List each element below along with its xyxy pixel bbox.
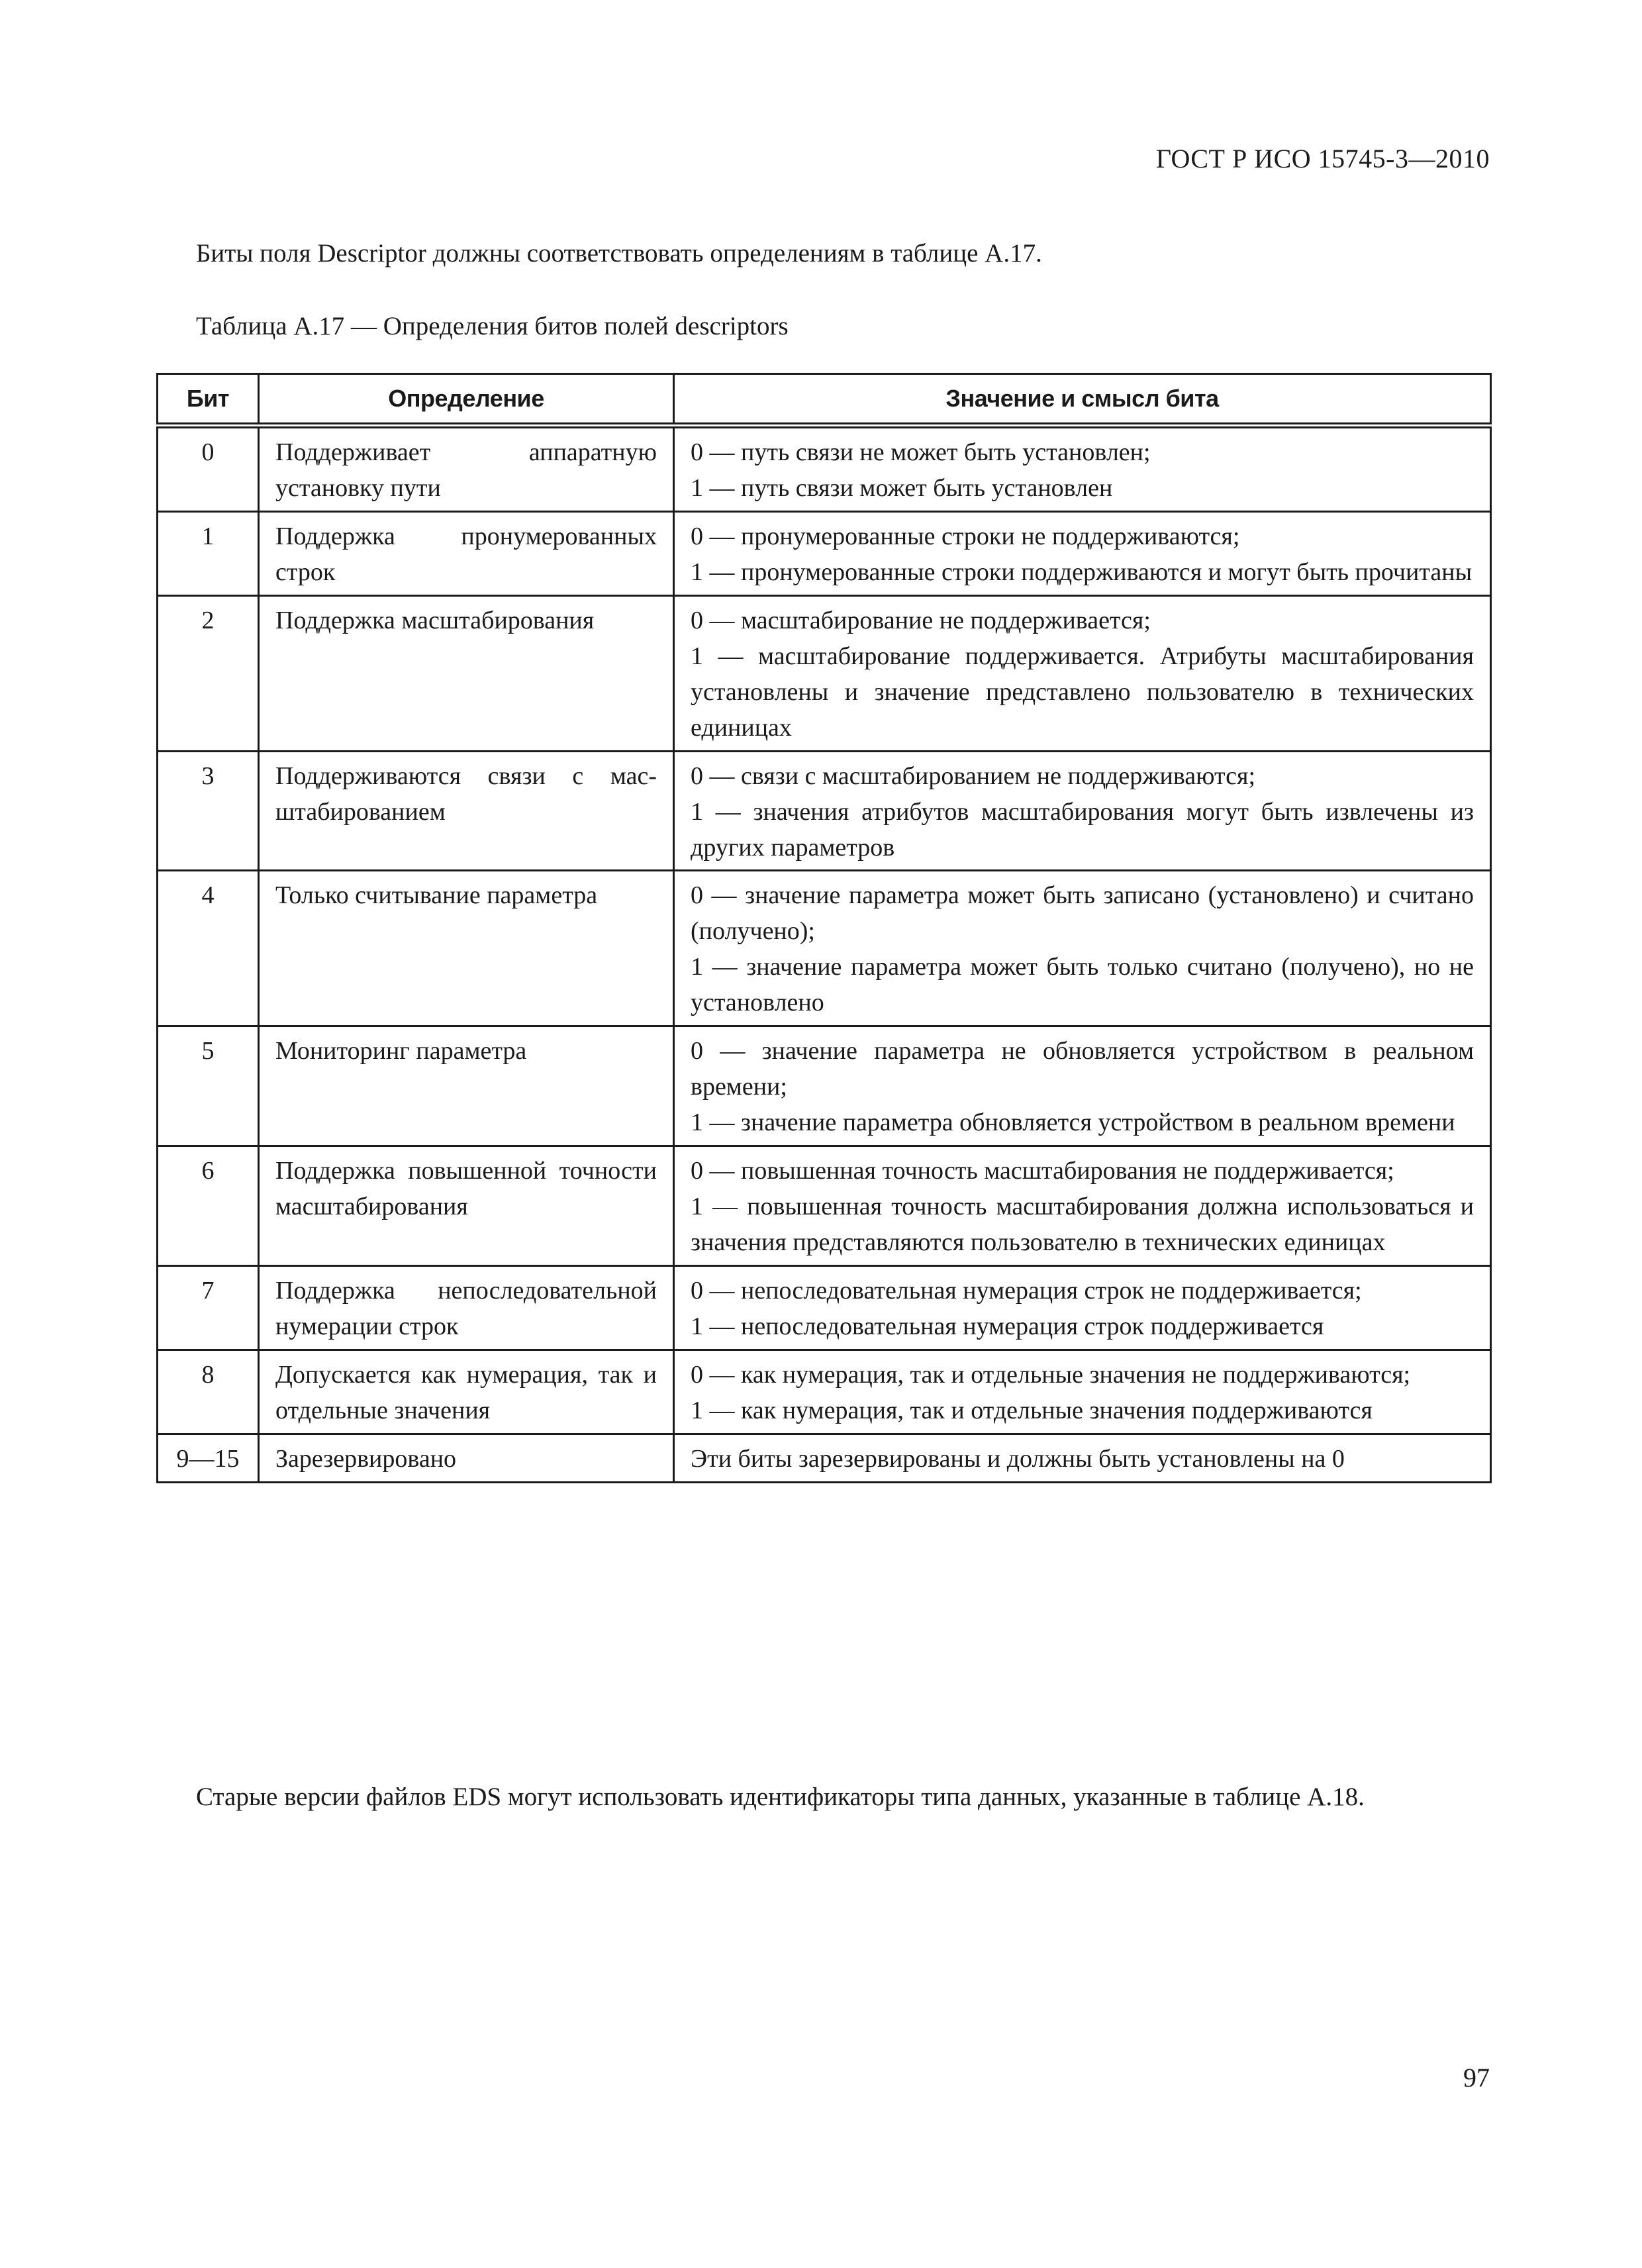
meaning-line: 1 — масштабирование поддерживается. Атрибуты масштабирования установлены и значение представлено пользователю в технических единицах [691, 642, 1474, 742]
table-header-row [158, 374, 1491, 426]
meaning-cell [674, 871, 1491, 1026]
standard-id-header: ГОСТ Р ИСО 15745-3—2010 [1155, 144, 1490, 173]
table-row [158, 511, 1491, 595]
meaning-line: 0 — масштабирование не поддерживается; [691, 606, 1151, 634]
meaning-cell [674, 1266, 1491, 1350]
meaning-line: 1 — значение параметра может быть только считано (получено), но не установлено [691, 953, 1474, 1017]
definition-cell: Поддерживаются связи с масштабированием [259, 751, 674, 871]
definition-cell: Допускается как нумерация, так и отдельные значения [259, 1350, 674, 1434]
meaning-line: 0 — значение параметра не обновляется устройством в реальном времени; [691, 1037, 1474, 1101]
meaning-cell [674, 426, 1491, 512]
meaning-line: 1 — путь связи может быть установлен [691, 473, 1113, 502]
definition-cell: Зарезервировано [259, 1434, 674, 1482]
bit-cell: 7 [158, 1266, 259, 1350]
meaning-line: 0 — повышенная точность масштабирования не поддерживается; [691, 1157, 1394, 1185]
table-row [158, 751, 1491, 871]
meaning-cell [674, 1434, 1491, 1482]
column-header-definition: Определение [259, 374, 674, 426]
meaning-line: 1 — значение параметра обновляется устройством в реальном времени [691, 1109, 1455, 1137]
definition-cell: Поддержка масштабирования [259, 595, 674, 751]
definition-cell: Мониторинг параметра [259, 1026, 674, 1146]
table-row [158, 1350, 1491, 1434]
bit-cell: 8 [158, 1350, 259, 1434]
definition-cell: Только считывание параметра [259, 871, 674, 1026]
meaning-line: 0 — связи с масштабированием не поддерживаются; [691, 762, 1256, 790]
table-row [158, 1434, 1491, 1482]
meaning-line: Эти биты зарезервированы и должны быть установлены на 0 [691, 1444, 1345, 1473]
meaning-line: 1 — повышенная точность масштабирования должна использоваться и значения представляются пользователю в технических единицах [691, 1193, 1474, 1257]
meaning-cell [674, 511, 1491, 595]
meaning-line: 0 — пронумерованные строки не поддерживаются; [691, 522, 1240, 550]
meaning-line: 1 — как нумерация, так и отдельные значения поддерживаются [691, 1396, 1373, 1424]
meaning-cell [674, 751, 1491, 871]
definition-cell: Поддержка пронумерованных строк [259, 511, 674, 595]
meaning-line: 0 — значение параметра может быть записано (установлено) и считано (получено); [691, 881, 1474, 946]
bit-cell: 0 [158, 426, 259, 512]
intro-paragraph: Биты поля Descriptor должны соответствовать определениям в таблице А.17. [196, 239, 1042, 268]
bit-cell: 2 [158, 595, 259, 751]
meaning-line: 1 — непоследовательная нумерация строк поддерживается [691, 1312, 1324, 1340]
table-row [158, 871, 1491, 1026]
meaning-cell [674, 595, 1491, 751]
bit-cell: 1 [158, 511, 259, 595]
bit-cell: 9—15 [158, 1434, 259, 1482]
table-row [158, 426, 1491, 512]
definition-cell: Поддержка непоследовательной нумерации строк [259, 1266, 674, 1350]
meaning-cell [674, 1146, 1491, 1266]
bit-definitions-table [156, 373, 1492, 1483]
page-number: 97 [1463, 2063, 1490, 2093]
meaning-line: 0 — непоследовательная нумерация строк не поддерживается; [691, 1277, 1362, 1305]
meaning-line: 1 — пронумерованные строки поддерживаются и могут быть прочитаны [691, 558, 1473, 586]
table-row [158, 1146, 1491, 1266]
table-caption: Таблица А.17 — Определения битов полей descriptors [196, 312, 789, 340]
meaning-cell [674, 1026, 1491, 1146]
meaning-cell [674, 1350, 1491, 1434]
definition-cell: Поддерживает аппаратную установку пути [259, 426, 674, 512]
meaning-line: 1 — значения атрибутов масштабирования могут быть извлечены из других параметров [691, 797, 1474, 862]
column-header-meaning: Значение и смысл бита [674, 374, 1491, 426]
column-header-bit: Бит [158, 374, 259, 426]
meaning-line: 0 — путь связи не может быть установлен; [691, 438, 1151, 466]
bit-cell: 4 [158, 871, 259, 1026]
bit-cell: 3 [158, 751, 259, 871]
table-row [158, 1026, 1491, 1146]
bit-cell: 6 [158, 1146, 259, 1266]
bit-cell: 5 [158, 1026, 259, 1146]
table-row [158, 595, 1491, 751]
table-row [158, 1266, 1491, 1350]
meaning-line: 0 — как нумерация, так и отдельные значения не поддерживаются; [691, 1360, 1411, 1389]
outro-paragraph: Старые версии файлов EDS могут использовать идентификаторы типа данных, указанные в таблице А.18. [196, 1783, 1365, 1811]
definition-cell: Поддержка повышенной точности масштабирования [259, 1146, 674, 1266]
